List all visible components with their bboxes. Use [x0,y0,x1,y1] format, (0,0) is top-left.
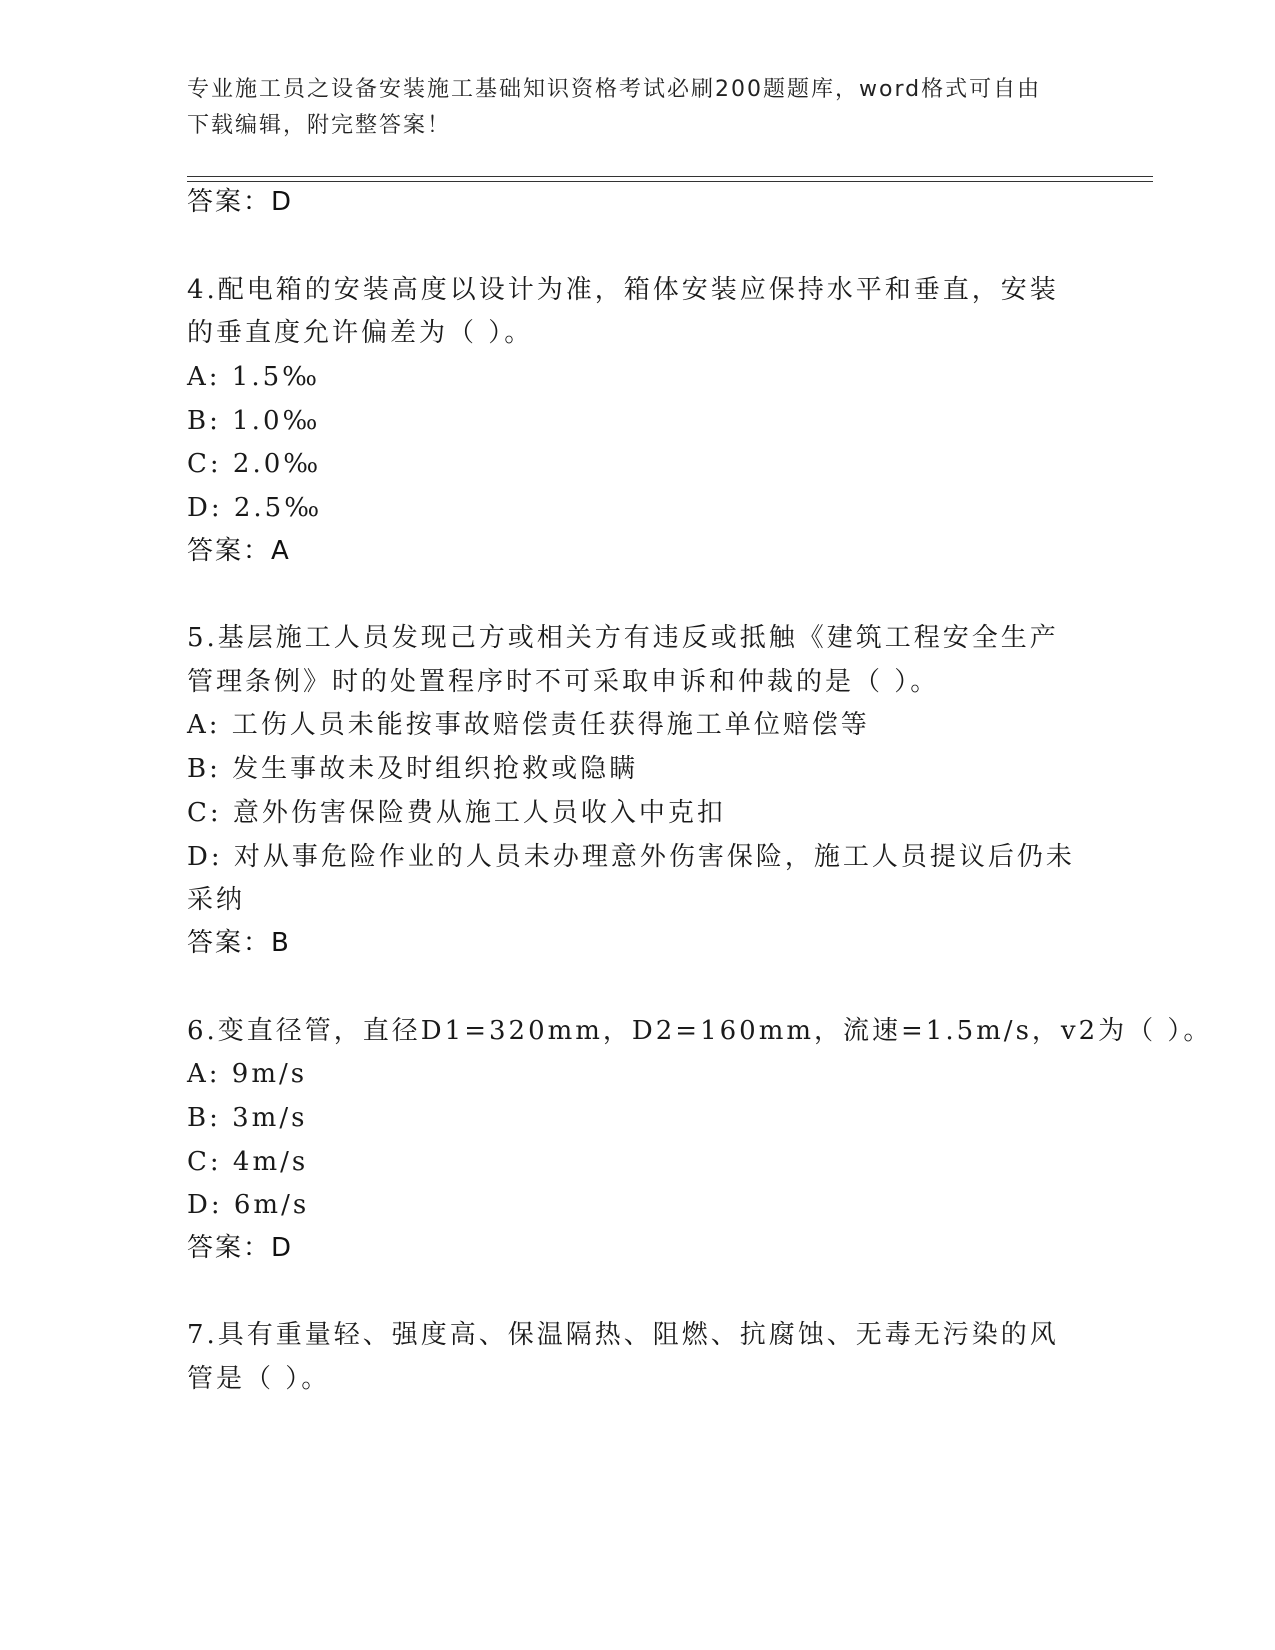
header-divider-bottom [187,181,1153,182]
answer-previous: 答案：D [187,187,294,217]
q6-option-a: A: 9m/s [187,1059,308,1089]
header-line-1: 专业施工员之设备安装施工基础知识资格考试必刷200题题库，word格式可自由 [187,77,1042,102]
q4-option-b: B: 1.0‰ [187,406,321,436]
q6-option-b: B: 3m/s [187,1103,308,1133]
q4-answer: 答案：A [187,536,291,566]
q4-stem-line-1: 4.配电箱的安装高度以设计为准，箱体安装应保持水平和垂直，安装 [187,275,1059,305]
q5-option-d-line-2: 采纳 [187,885,246,915]
document-header [187,72,1067,144]
header-line-2: 下载编辑，附完整答案！ [187,113,452,138]
q5-answer: 答案：B [187,928,291,958]
q6-answer: 答案：D [187,1233,294,1263]
q4-option-c: C: 2.0‰ [187,449,322,479]
q6-option-d: D: 6m/s [187,1190,310,1220]
q5-option-c: C: 意外伤害保险费从施工人员收入中克扣 [187,798,726,828]
q7-stem-line-2: 管是（ ）。 [187,1364,331,1394]
q4-stem-line-2: 的垂直度允许偏差为（ ）。 [187,318,534,348]
q4-option-d: D: 2.5‰ [187,493,323,523]
q5-stem-line-2: 管理条例》时的处置程序时不可采取申诉和仲裁的是（ ）。 [187,667,940,697]
q5-option-b: B: 发生事故未及时组织抢救或隐瞒 [187,754,639,784]
header-divider-top [187,176,1153,177]
q6-stem: 6.变直径管，直径D1=320mm，D2=160mm，流速=1.5m/s，v2为（ ）。 [187,1016,1213,1046]
q5-stem-line-1: 5.基层施工人员发现己方或相关方有违反或抵触《建筑工程安全生产 [187,623,1059,653]
q6-option-c: C: 4m/s [187,1147,309,1177]
q4-option-a: A: 1.5‰ [187,362,321,392]
q5-option-a: A: 工伤人员未能按事故赔偿责任获得施工单位赔偿等 [187,710,870,740]
q5-option-d-line-1: D: 对从事危险作业的人员未办理意外伤害保险，施工人员提议后仍未 [187,842,1075,872]
q7-stem-line-1: 7.具有重量轻、强度高、保温隔热、阻燃、抗腐蚀、无毒无污染的风 [187,1320,1059,1350]
